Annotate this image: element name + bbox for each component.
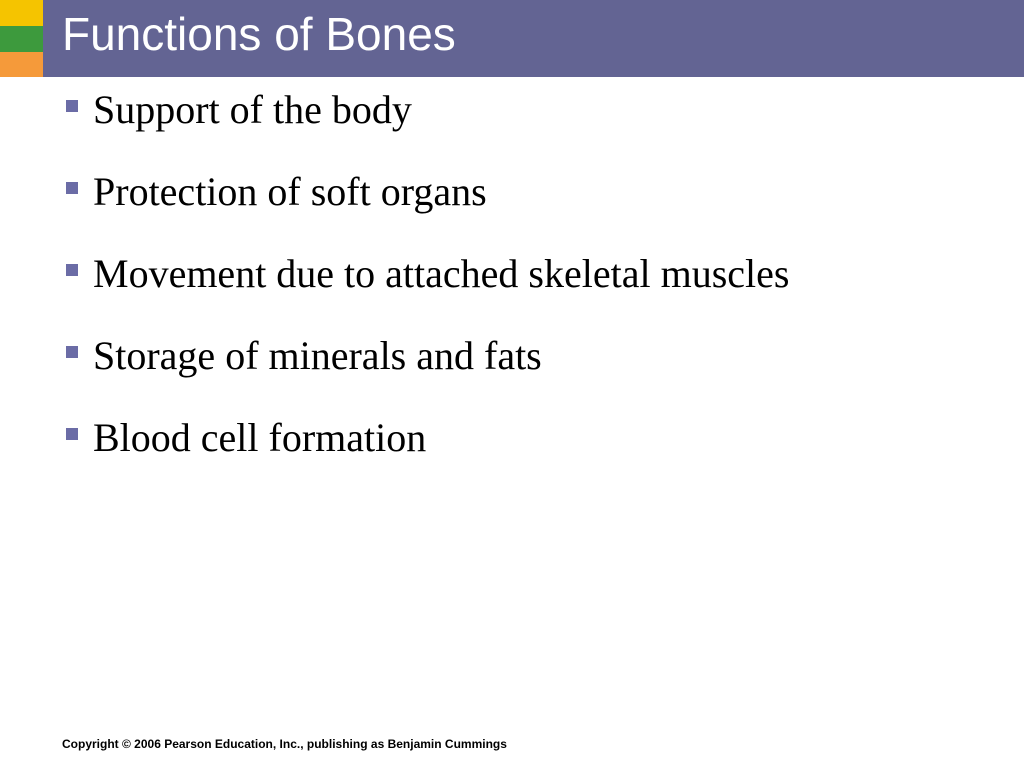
square-bullet-icon bbox=[66, 264, 78, 276]
bullet-item bbox=[66, 332, 996, 414]
square-bullet-icon bbox=[66, 346, 78, 358]
bullet-item bbox=[66, 414, 996, 496]
copyright-footer: Copyright © 2006 Pearson Education, Inc., publishing as Benjamin Cummings bbox=[62, 737, 507, 751]
square-bullet-icon bbox=[66, 428, 78, 440]
strip-orange-block bbox=[0, 52, 43, 77]
bullet-item bbox=[66, 86, 996, 168]
bullet-item bbox=[66, 168, 996, 250]
bullet-list bbox=[66, 86, 996, 496]
bullet-text: Storage of minerals and fats bbox=[93, 333, 542, 378]
bullet-text: Blood cell formation bbox=[93, 415, 427, 460]
bullet-text: Support of the body bbox=[93, 87, 412, 132]
square-bullet-icon bbox=[66, 182, 78, 194]
slide-title: Functions of Bones bbox=[62, 8, 456, 60]
bullet-text: Movement due to attached skeletal muscles bbox=[93, 251, 790, 296]
bullet-item bbox=[66, 250, 996, 332]
strip-yellow-block bbox=[0, 0, 43, 26]
strip-green-block bbox=[0, 26, 43, 52]
color-strip bbox=[0, 0, 43, 77]
square-bullet-icon bbox=[66, 100, 78, 112]
bullet-text: Protection of soft organs bbox=[93, 169, 487, 214]
